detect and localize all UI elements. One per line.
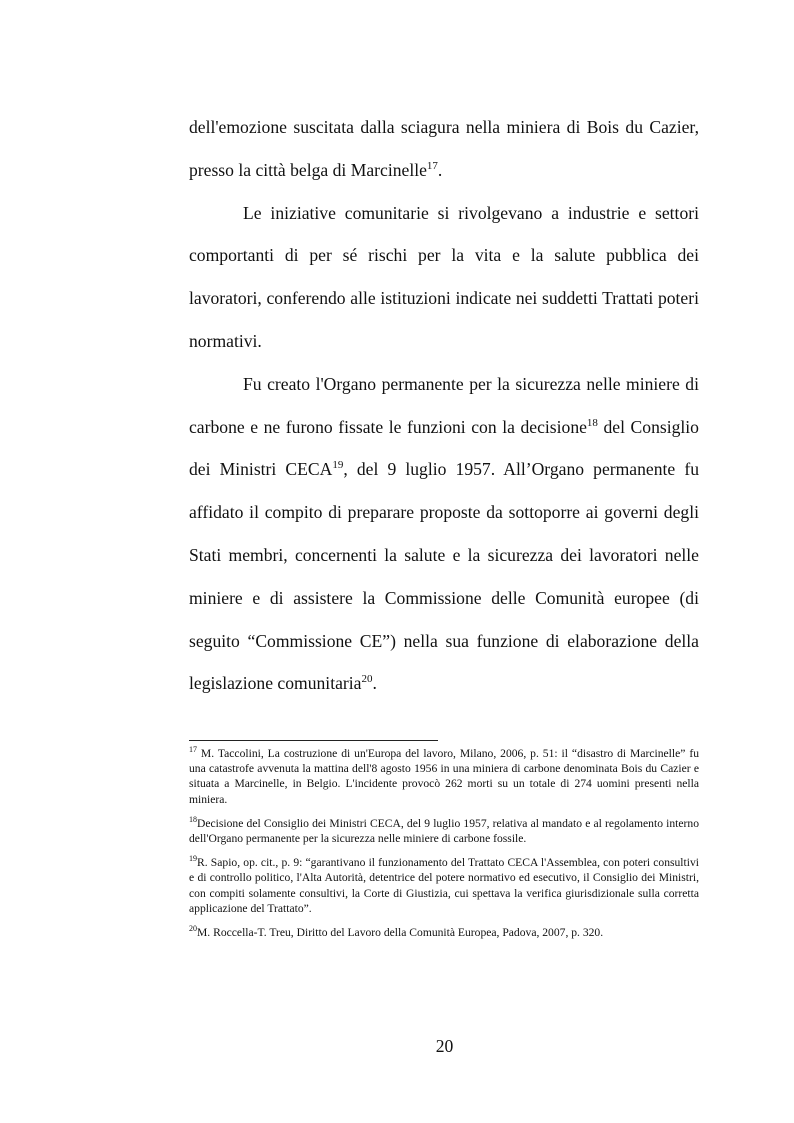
page-number: 20 [435, 1036, 454, 1056]
main-text [189, 106, 699, 705]
footnote-17 [189, 746, 699, 807]
footnote-18 [189, 816, 699, 846]
footnote-ref-19[interactable]: 19 [332, 459, 344, 472]
footnote-number: 17 [189, 745, 197, 755]
footnote-number: 18 [189, 814, 197, 824]
footnote-ref-20[interactable]: 20 [361, 673, 373, 686]
paragraph-tail: . [372, 673, 377, 694]
footnote-number: 20 [189, 924, 197, 934]
footnote-number: 19 [189, 854, 197, 864]
paragraph-2 [189, 192, 699, 363]
paragraph-text: , del 9 luglio 1957. All’Organo permanente fu affidato il compito di preparare proposte da sottoporre ai governi degli Stati membri, concernenti la salute e la sicurezza dei lavoratori nelle miniere e di assistere la Commissione delle Comunità europee (di seguito “Commissione CE”) nella sua funzione di elaborazione della legislazione comunitaria [189, 459, 699, 694]
paragraph-text: dell'emozione suscitata dalla sciagura nella miniera di Bois du Cazier, presso la città belga di Marcinelle [189, 117, 699, 180]
footnote-text: M. Roccella-T. Treu, Diritto del Lavoro della Comunità Europea, Padova, 2007, p. 320. [197, 926, 604, 940]
paragraph-3 [189, 363, 699, 705]
paragraph-tail: . [437, 159, 443, 180]
paragraph-text: del Consiglio dei Ministri CECA [189, 416, 699, 480]
footnote-text: M. Taccolini, La costruzione di un'Europa del lavoro, Milano, 2006, p. 51: il “disastro di Marcinelle” fu una catastrofe avvenuta la mattina dell'8 agosto 1956 in una miniera di carbone denominata Bois du Cazier e situata a Marcinelle, in Belgio. L'incidente provocò 262 morti su un totale di 274 uomini presenti nella miniera. [189, 747, 699, 806]
paragraph-text: Le iniziative comunitarie si rivolgevano a industrie e settori comportanti di per sé rischi per la vita e la salute pubblica dei lavoratori, conferendo alle istituzioni indicate nei suddetti Trattati poteri normativi. [189, 202, 699, 351]
paragraph-text: Fu creato l'Organo permanente per la sicurezza nelle miniere di carbone e ne furono fissate le funzioni con la decisione [189, 373, 699, 437]
paragraph-1 [189, 106, 699, 192]
footnote-20 [189, 925, 699, 940]
footnote-ref-18[interactable]: 18 [586, 416, 598, 429]
footnote-text: Decisione del Consiglio dei Ministri CECA, del 9 luglio 1957, relativa al mandato e al regolamento interno dell'Organo permanente per la sicurezza nelle miniere di carbone fossile. [189, 816, 699, 846]
footnote-separator [189, 740, 438, 741]
footnote-text: R. Sapio, op. cit., p. 9: “garantivano il funzionamento del Trattato CECA l'Assemblea, con poteri consultivi e di controllo politico, l'Alta Autorità, detentrice del potere normativo ed esecutivo, il Consiglio dei Ministri, con compiti solamente consultivi, la Corte di Giustizia, cui spettava la verifica giurisdizionale sulla corretta applicazione del Trattato”. [189, 856, 699, 915]
footnote-ref-17[interactable]: 17 [426, 159, 438, 172]
footnotes [189, 746, 699, 949]
footnote-19 [189, 855, 699, 916]
